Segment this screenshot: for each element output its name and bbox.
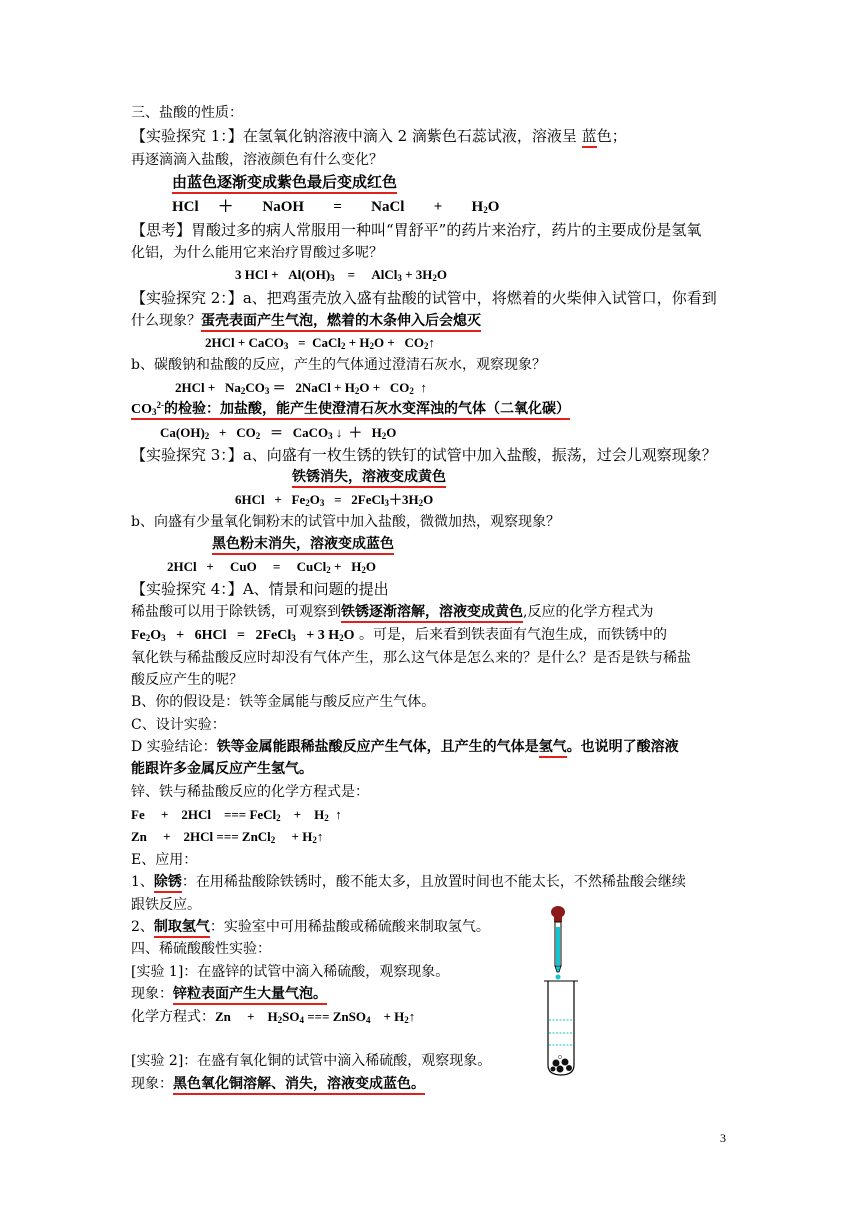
s4-exp2-phenomenon bbox=[131, 1074, 425, 1095]
dropper-solution bbox=[556, 927, 560, 965]
eq-hcl-fe2o3: $6HCl + Fe_2O_3$ = $2FeCl_3+3H_2O$ bbox=[235, 492, 434, 508]
exp1-tag: 【实验探究 1：】 bbox=[131, 127, 243, 145]
exp2-answer-a: 蛋壳表面产生气泡，燃着的木条伸入后会熄灭 bbox=[201, 314, 481, 332]
eq-fe-hcl: Fe + 2HCl === FeCl$_2$ + $H_2$ ↑ bbox=[131, 807, 342, 823]
exp4-design: C、设计实验： bbox=[131, 717, 226, 733]
eq-caoh2-co2: $Ca(OH)_2 + CO_2$ ＝ CaCO$_3$ ↓ ＋ $H_2O$ bbox=[160, 425, 397, 441]
concl-b: 。也说明了酸溶液 bbox=[566, 740, 679, 755]
test-tube-illustration bbox=[538, 905, 588, 1080]
think-line1 bbox=[131, 220, 701, 240]
exp2-prefix: 什么现象？ bbox=[131, 313, 201, 329]
page-number: 3 bbox=[720, 1131, 726, 1145]
exp1-text-a: 在氢氧化钠溶液中滴入 2 滴紫色石蕊试液，溶液呈 bbox=[242, 127, 582, 145]
zinc-granule bbox=[551, 1067, 556, 1072]
s4-e2-ph: 现象： bbox=[131, 1076, 173, 1092]
exp4-l1-answer: 铁锈逐渐溶解，溶液变成黄色 bbox=[341, 605, 523, 623]
apply-title: E、应用： bbox=[131, 852, 198, 868]
exp4-l2-tail: 。可是，后来看到铁表面有气泡生成，而铁锈中的 bbox=[354, 627, 667, 643]
exp1-line2: 再逐滴滴入盐酸，溶液颜色有什么变化？ bbox=[131, 152, 383, 168]
s4-e2-answer: 黑色氧化铜溶解、消失，溶液变成蓝色。 bbox=[173, 1077, 425, 1095]
exp4-title: A、情景和问题的提出 bbox=[242, 580, 389, 598]
app1-line2: 跟铁反应。 bbox=[131, 897, 201, 913]
zinc-granule bbox=[566, 1065, 572, 1071]
app2-text: ：实验室中可用稀盐酸或稀硫酸来制取氢气。 bbox=[209, 919, 490, 935]
exp4-hypothesis: B、你的假设是：铁等金属能与酸反应产生气体。 bbox=[131, 694, 436, 710]
concl-h2: 氢气 bbox=[539, 740, 567, 758]
exp2-text: a、把鸡蛋壳放入盛有盐酸的试管中，将燃着的火柴伸入试管口，你看到 bbox=[242, 289, 717, 307]
co3-check-text: 的检验：加盐酸，能产生使澄清石灰水变浑浊的气体（二氧化碳） bbox=[164, 402, 570, 417]
think-tag: 【思考】 bbox=[131, 221, 192, 239]
eq-hcl-naoh: HCl ＋ NaOH = NaCl + $H_2O$ bbox=[172, 199, 500, 215]
eq-hcl-aloh3: 3 HCl + $Al(OH)_3$ = AlCl$_3$ + $3H_2O$ bbox=[235, 267, 447, 283]
section3-title: 三、盐酸的性质： bbox=[131, 105, 243, 121]
dropper-collar bbox=[554, 916, 562, 922]
app1-key: 除锈 bbox=[154, 875, 182, 893]
exp1-answer-color: 蓝 bbox=[582, 127, 597, 148]
concl-prefix: D 实验结论： bbox=[131, 739, 217, 755]
exp4-l1 bbox=[131, 602, 653, 623]
exp4-l3: 氧化铁与稀盐酸反应时却没有气体产生，那么这气体是怎么来的？是什么？是否是铁与稀盐 bbox=[131, 650, 691, 666]
eq-hcl-caco3: 2HCl + CaCO$_3$ = CaCl$_2$ + $H_2O$ + $CO_2↑$ bbox=[205, 335, 436, 351]
app1-text: ：在用稀盐酸除铁锈时，酸不能太多，且放置时间也不能太长，不然稀盐酸会继续 bbox=[181, 874, 686, 890]
section4-title: 四、稀硫酸酸性实验： bbox=[131, 941, 271, 957]
exp4-line1 bbox=[131, 579, 389, 599]
exp4-conclusion-2: 能跟许多金属反应产生氢气。 bbox=[131, 762, 313, 777]
s4-e1-answer: 锌粒表面产生大量气泡。 bbox=[173, 987, 327, 1005]
exp1-line1 bbox=[131, 126, 627, 146]
s4-e1-ph: 现象： bbox=[131, 986, 173, 1002]
think-text: 胃酸过多的病人常服用一种叫“胃舒平”的药片来治疗，药片的主要成份是氢氧 bbox=[191, 221, 702, 239]
exp1-answer: 由蓝色逐渐变成紫色最后变成红色 bbox=[172, 175, 397, 194]
exp4-l2 bbox=[131, 625, 667, 646]
app1-num: 1、 bbox=[131, 874, 154, 890]
test-tube bbox=[548, 981, 574, 1075]
fezn-title: 锌、铁与稀盐酸反应的化学方程式是： bbox=[131, 784, 369, 800]
s4-exp1: [实验 1]：在盛锌的试管中滴入稀硫酸，观察现象。 bbox=[131, 964, 450, 980]
dropper-tip bbox=[555, 966, 561, 972]
eq-zn-h2so4: Zn + $H_2SO_4$ === ZnSO$_4$ + $H_2↑$ bbox=[215, 1009, 416, 1025]
concl-a: 铁等金属能跟稀盐酸反应产生气体，且产生的气体是 bbox=[216, 740, 539, 755]
eq-hcl-cuo: 2HCl + CuO = CuCl$_2$ + $H_2O$ bbox=[167, 559, 376, 575]
exp4-conclusion bbox=[131, 737, 679, 758]
exp2-line1 bbox=[131, 288, 717, 308]
exp4-l4: 酸反应产生的呢？ bbox=[131, 672, 243, 688]
zinc-granule bbox=[553, 1060, 560, 1067]
exp3-line-b: b、向盛有少量氧化铜粉末的试管中加入盐酸，微微加热，观察现象？ bbox=[131, 514, 560, 530]
s4-exp1-phenomenon bbox=[131, 984, 327, 1005]
zinc-granule bbox=[562, 1059, 569, 1066]
app2 bbox=[131, 917, 490, 938]
zinc-granule bbox=[557, 1066, 564, 1073]
s4-e1-eq-prefix: 化学方程式： bbox=[131, 1009, 215, 1025]
exp2-line-b: b、碳酸钠和盐酸的反应，产生的气体通过澄清石灰水，观察现象？ bbox=[131, 357, 546, 373]
exp2-line2 bbox=[131, 311, 481, 332]
think-line2: 化铝，为什么能用它来治疗胃酸过多呢？ bbox=[131, 245, 383, 261]
co3-check: $CO_3^{2-}$的检验：加盐酸，能产生使澄清石灰水变浑浊的气体（二氧化碳） bbox=[131, 400, 570, 420]
exp4-l1-a: 稀盐酸可以用于除铁锈，可观察到 bbox=[131, 604, 341, 620]
eq-hcl-na2co3: $2HCl + Na_2CO_3$ ＝ 2NaCl + $H_2O + CO_2$ ↑ bbox=[175, 380, 427, 396]
exp4-tag: 【实验探究 4：】 bbox=[131, 580, 243, 598]
exp3-tag: 【实验探究 3：】 bbox=[131, 446, 243, 464]
exp1-text-b: 色； bbox=[596, 127, 627, 145]
s4-exp1-equation bbox=[131, 1007, 415, 1027]
exp3-answer-b: 黑色粉末消失，溶液变成蓝色 bbox=[212, 537, 394, 555]
app2-key: 制取氢气 bbox=[154, 920, 210, 938]
exp3-line1 bbox=[131, 445, 717, 465]
eq-zn-hcl: Zn + 2HCl === ZnCl$_2$ + $H_2↑$ bbox=[131, 829, 324, 845]
app2-num: 2、 bbox=[131, 919, 154, 935]
exp3-answer-a: 铁锈消失，溶液变成黄色 bbox=[292, 470, 446, 488]
s4-exp2: [实验 2]：在盛有氧化铜的试管中滴入稀硫酸，观察现象。 bbox=[131, 1053, 492, 1069]
gas-bubble bbox=[558, 1055, 561, 1058]
exp4-l1-b: ,反应的化学方程式为 bbox=[523, 604, 654, 620]
exp2-tag: 【实验探究 2：】 bbox=[131, 289, 243, 307]
exp3-text: a、向盛有一枚生锈的铁钉的试管中加入盐酸，振荡，过会儿观察现象？ bbox=[242, 446, 717, 464]
acid-drop bbox=[556, 975, 561, 980]
eq-fe2o3-hcl: $Fe_2O_3 + 6HCl$ = 2FeCl$_3$ + 3 $H_2O$ bbox=[131, 628, 355, 643]
app1 bbox=[131, 872, 686, 893]
